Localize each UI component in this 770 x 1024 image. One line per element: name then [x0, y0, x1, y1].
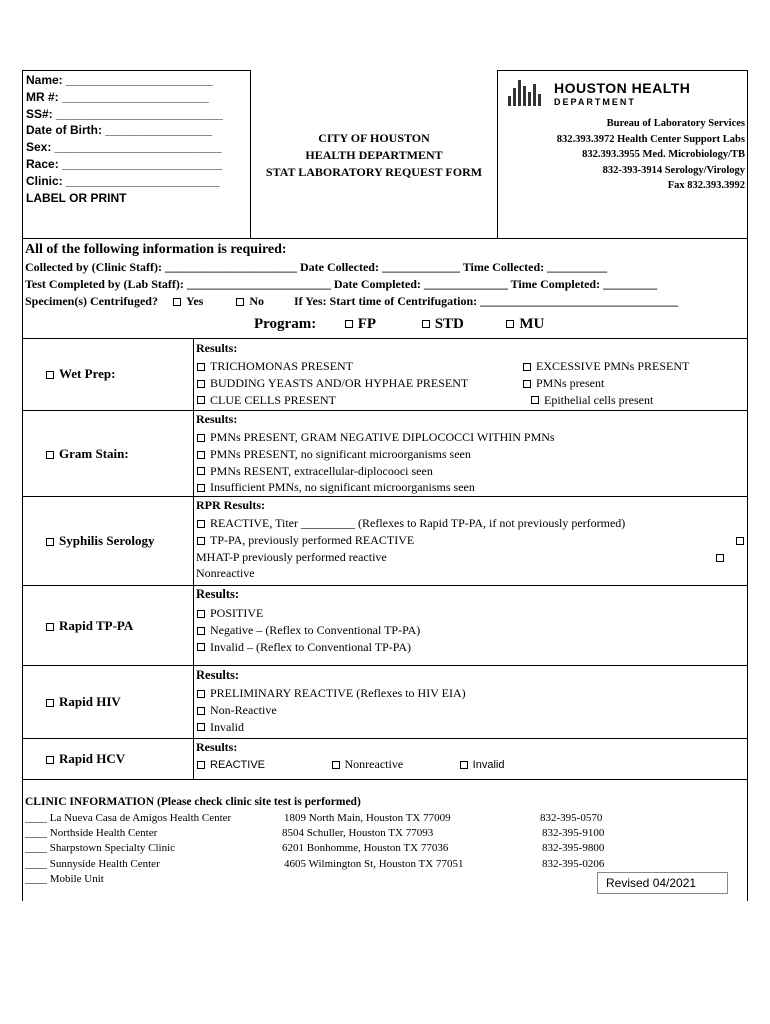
- gram-stain-result-2[interactable]: [196, 446, 555, 463]
- program-row: [254, 316, 544, 333]
- clinic-check-blank[interactable]: ____: [25, 872, 47, 885]
- rapid-hiv-result-nonreactive[interactable]: [196, 702, 466, 719]
- centrifuged-line: [25, 293, 678, 310]
- mhatp-checkbox[interactable]: [736, 537, 744, 545]
- rapid-tppa-checkbox[interactable]: [46, 623, 54, 631]
- houston-health-logo: [508, 78, 738, 112]
- rapid-tppa-label: Rapid TP-PA: [59, 618, 134, 633]
- fax-number: Fax 832.393.3992: [667, 180, 745, 191]
- revised-date: Revised 04/2021: [606, 876, 697, 890]
- checkbox[interactable]: [523, 380, 531, 388]
- result-text: PMNs PRESENT, no significant microorganisms seen: [210, 446, 471, 461]
- rapid-hiv-label: Rapid HIV: [59, 694, 121, 709]
- result-text: PMNs RESENT, extracellular-diplocooci seen: [210, 463, 433, 478]
- gram-stain-checkbox[interactable]: [46, 451, 54, 459]
- rapid-hiv-results: [196, 685, 466, 735]
- clinic-check-blank[interactable]: ____: [25, 827, 47, 840]
- checkbox[interactable]: [197, 627, 205, 635]
- table-top-line: [22, 338, 748, 339]
- program-fp-checkbox[interactable]: [345, 320, 353, 328]
- wet-prep-test[interactable]: [45, 366, 115, 382]
- gram-stain-result-3[interactable]: [196, 463, 555, 480]
- result-text: Non-Reactive: [210, 702, 277, 717]
- wet-prep-label: Wet Prep:: [59, 366, 116, 381]
- checkbox[interactable]: [197, 467, 205, 475]
- program-std-label: STD: [434, 316, 464, 332]
- checkbox[interactable]: [197, 434, 205, 442]
- rapid-hiv-results-label: Results:: [196, 668, 240, 682]
- result-text: Epithelial cells present: [544, 392, 654, 407]
- gram-stain-result-1[interactable]: [196, 429, 555, 446]
- rapid-hcv-result-nonreactive[interactable]: [331, 759, 404, 771]
- rapid-hcv-checkbox[interactable]: [46, 756, 54, 764]
- checkbox[interactable]: [197, 761, 205, 769]
- ss-field[interactable]: SS#: _________________________: [26, 106, 223, 121]
- rapid-hcv-result-invalid[interactable]: [459, 759, 505, 771]
- checkbox[interactable]: [460, 761, 468, 769]
- checkbox[interactable]: [332, 761, 340, 769]
- clinic-field[interactable]: Clinic: _______________________: [26, 173, 220, 188]
- clinic-name: Northside Health Center: [49, 827, 158, 840]
- clinic-check-blank[interactable]: ____: [25, 857, 47, 870]
- checkbox[interactable]: [197, 380, 205, 388]
- rapid-tppa-result-invalid[interactable]: [196, 639, 420, 656]
- checkbox[interactable]: [197, 363, 205, 371]
- form-title: [252, 130, 496, 180]
- rapid-hcv-label: Rapid HCV: [59, 751, 126, 766]
- checkbox[interactable]: [531, 396, 539, 404]
- title-line-2: HEALTH DEPARTMENT: [305, 147, 443, 162]
- race-field[interactable]: Race: ________________________: [26, 156, 223, 171]
- clinic-name: Mobile Unit: [49, 872, 104, 885]
- syphilis-result-tppa[interactable]: [196, 532, 744, 549]
- bureau-name: Bureau of Laboratory Services: [606, 118, 745, 129]
- name-field[interactable]: Name: ______________________: [26, 73, 213, 87]
- clinic-info-heading: CLINIC INFORMATION (Please check clinic site test is performed): [25, 796, 361, 808]
- clinic-row-sunnyside[interactable]: [25, 857, 231, 872]
- rapid-hcv-results: [196, 757, 504, 772]
- centrifuged-no-checkbox[interactable]: [236, 298, 244, 306]
- program-std-checkbox[interactable]: [422, 320, 430, 328]
- syphilis-result-reactive[interactable]: [196, 515, 744, 532]
- rapid-hcv-test[interactable]: [45, 751, 125, 767]
- result-text: PMNs present: [536, 375, 605, 390]
- checkbox[interactable]: [197, 723, 205, 731]
- required-right-border: [747, 238, 748, 338]
- result-text: TRICHOMONAS PRESENT: [210, 359, 354, 373]
- clinic-left-border: [22, 779, 23, 901]
- title-line-3: STAT LABORATORY REQUEST FORM: [265, 164, 483, 179]
- result-text: CLUE CELLS PRESENT: [210, 392, 337, 407]
- rapid-hiv-result-invalid[interactable]: [196, 719, 466, 736]
- clinic-phone: 832-395-9100: [542, 827, 605, 840]
- rapid-tppa-test[interactable]: [45, 618, 133, 634]
- required-left-border: [22, 238, 23, 338]
- row-divider-3: [22, 585, 748, 586]
- checkbox[interactable]: [197, 451, 205, 459]
- clinic-row-sharpstown[interactable]: [25, 841, 231, 856]
- patient-label-fields: [26, 72, 223, 206]
- syphilis-result-mhatp[interactable]: [196, 549, 744, 566]
- rapid-hcv-results-label: Results:: [196, 740, 238, 754]
- wet-prep-result-epithelial[interactable]: [522, 392, 689, 409]
- clinic-list: [25, 811, 231, 887]
- revised-date-box: [597, 872, 728, 894]
- gram-stain-result-4[interactable]: [196, 479, 555, 496]
- divider-required-top: [22, 238, 748, 239]
- clinic-address: 1809 North Main, Houston TX 77009: [284, 812, 451, 824]
- wet-prep-result-pmns[interactable]: [522, 375, 689, 392]
- clinic-phone: 832-395-0206: [542, 857, 605, 870]
- clinic-row-mobile[interactable]: [25, 872, 231, 887]
- phone-support-labs: 832.393.3972 Health Center Support Labs: [556, 133, 745, 145]
- program-mu-label: MU: [519, 316, 545, 332]
- wet-prep-result-trichomonas[interactable]: [196, 358, 468, 375]
- table-left-border: [22, 338, 23, 780]
- result-text: EXCESSIVE PMNs PRESENT: [536, 359, 690, 373]
- gram-stain-results: [196, 429, 555, 496]
- wet-prep-right-results: [522, 358, 689, 408]
- rapid-hiv-checkbox[interactable]: [46, 699, 54, 707]
- result-text: Negative – (Reflex to Conventional TP-PA): [210, 622, 421, 637]
- wet-prep-result-yeasts[interactable]: [196, 375, 468, 392]
- program-label: Program:: [254, 316, 317, 332]
- syphilis-results: [196, 515, 744, 582]
- required-heading: All of the following information is required:: [25, 242, 287, 257]
- table-bottom-line: [22, 779, 748, 780]
- clinic-name: La Nueva Casa de Amigos Health Center: [49, 812, 232, 824]
- result-text: Insufficient PMNs, no significant microorganisms seen: [210, 480, 475, 495]
- clinic-address: 8504 Schuller, Houston TX 77093: [282, 827, 434, 840]
- syphilis-result-nonreactive[interactable]: [196, 565, 744, 582]
- result-text: MHAT-P previously performed reactive: [196, 549, 387, 564]
- centrifuged-no-label: No: [249, 294, 264, 308]
- table-mid-divider: [193, 338, 194, 780]
- checkbox[interactable]: [197, 690, 205, 698]
- wet-prep-left-results: [196, 358, 468, 408]
- row-divider-4: [22, 665, 748, 666]
- rapid-hcv-result-reactive[interactable]: [196, 759, 265, 771]
- rapid-tppa-result-positive[interactable]: [196, 605, 420, 622]
- checkbox[interactable]: [197, 520, 205, 528]
- rapid-tppa-results-label: Results:: [196, 587, 240, 601]
- rapid-hiv-test[interactable]: [45, 694, 121, 710]
- logo-text-sub: DEPARTMENT: [554, 97, 636, 107]
- rapid-tppa-results: [196, 605, 420, 655]
- sex-field[interactable]: Sex: _________________________: [26, 140, 222, 155]
- syphilis-test[interactable]: [45, 533, 154, 549]
- row-divider-5: [22, 738, 748, 739]
- clinic-name: Sunnyside Health Center: [49, 857, 160, 870]
- clinic-row-northside[interactable]: [25, 826, 231, 841]
- syphilis-checkbox[interactable]: [46, 538, 54, 546]
- result-text: REACTIVE: [210, 759, 266, 771]
- result-text: Invalid: [210, 719, 244, 734]
- clinic-phones: [540, 811, 604, 872]
- collected-by-line[interactable]: Collected by (Clinic Staff): ______________________ Date Collected: _____________ Time Collected: __________: [25, 260, 608, 274]
- phone-microbiology: 832.393.3955 Med. Microbiology/TB: [582, 149, 745, 160]
- clinic-phone: 832-395-9800: [542, 842, 605, 855]
- program-fp-label: FP: [357, 316, 376, 332]
- program-mu-checkbox[interactable]: [506, 320, 514, 328]
- result-text: Nonreactive: [196, 566, 255, 581]
- wet-prep-result-excessive-pmns[interactable]: [522, 358, 689, 375]
- syphilis-label: Syphilis Serology: [59, 533, 155, 548]
- clinic-check-blank[interactable]: ____: [25, 842, 47, 855]
- clinic-check-blank[interactable]: ____: [25, 812, 47, 824]
- result-text: PRELIMINARY REACTIVE (Reflexes to HIV EIA): [210, 686, 466, 700]
- clinic-name: Sharpstown Specialty Clinic: [49, 842, 176, 855]
- mr-field[interactable]: MR #: ______________________: [26, 89, 209, 104]
- logo-bars-icon: [508, 80, 543, 108]
- result-text: PMNs PRESENT, GRAM NEGATIVE DIPLOCOCCI WITHIN PMNs: [210, 430, 555, 444]
- row-divider-1: [22, 410, 748, 411]
- dob-field[interactable]: Date of Birth: ________________: [26, 123, 213, 138]
- clinic-right-border: [747, 779, 748, 901]
- phone-serology: 832-393-3914 Serology/Virology: [602, 164, 745, 176]
- clinic-address: 4605 Wilmington St, Houston TX 77051: [284, 857, 464, 870]
- wet-prep-checkbox[interactable]: [46, 371, 54, 379]
- table-right-border: [747, 338, 748, 780]
- wet-prep-result-clue-cells[interactable]: [196, 392, 468, 409]
- syphilis-results-label: RPR Results:: [196, 498, 265, 512]
- centrifuged-yes-checkbox[interactable]: [173, 298, 181, 306]
- clinic-address: 6201 Bonhomme, Houston TX 77036: [282, 842, 449, 855]
- logo-text-main: HOUSTON HEALTH: [554, 80, 691, 96]
- result-text: BUDDING YEASTS AND/OR HYPHAE PRESENT: [210, 375, 469, 390]
- rapid-tppa-result-negative[interactable]: [196, 622, 420, 639]
- wet-prep-results-label: Results:: [196, 341, 238, 355]
- result-text: TP-PA, previously performed REACTIVE: [210, 532, 415, 547]
- checkbox[interactable]: [197, 396, 205, 404]
- label-or-print: LABEL OR PRINT: [26, 190, 127, 205]
- centrifuged-yes-label: Yes: [185, 294, 204, 308]
- checkbox[interactable]: [197, 484, 205, 492]
- tested-by-line[interactable]: Test Completed by (Lab Staff): ________________________ Date Completed: ______________ Time Completed: _________: [25, 277, 658, 291]
- centrifuged-question: Specimen(s) Centrifuged?: [25, 294, 158, 308]
- checkbox[interactable]: [197, 643, 205, 651]
- result-text: Invalid – (Reflex to Conventional TP-PA): [210, 639, 411, 654]
- checkbox[interactable]: [197, 610, 205, 618]
- checkbox[interactable]: [197, 707, 205, 715]
- clinic-phone: 832-395-0570: [540, 812, 603, 824]
- nonreactive-checkbox[interactable]: [716, 554, 724, 562]
- checkbox[interactable]: [523, 363, 531, 371]
- centrifugation-start-field[interactable]: If Yes: Start time of Centrifugation: _________________________________: [294, 294, 679, 308]
- clinic-addresses: [280, 811, 463, 872]
- clinic-row-la-nueva[interactable]: [25, 811, 231, 826]
- result-text: POSITIVE: [210, 606, 264, 620]
- gram-stain-label: Gram Stain:: [59, 446, 129, 461]
- result-text: Nonreactive: [344, 757, 404, 771]
- rapid-hiv-result-reactive[interactable]: [196, 685, 466, 702]
- result-text: Invalid: [472, 759, 505, 771]
- checkbox[interactable]: [197, 537, 205, 545]
- result-text: REACTIVE, Titer _________ (Reflexes to Rapid TP-PA, if not previously performed): [210, 516, 626, 530]
- lab-contacts: [500, 116, 745, 194]
- gram-stain-results-label: Results:: [196, 412, 238, 426]
- title-line-1: CITY OF HOUSTON: [318, 131, 430, 145]
- gram-stain-test[interactable]: [45, 446, 129, 462]
